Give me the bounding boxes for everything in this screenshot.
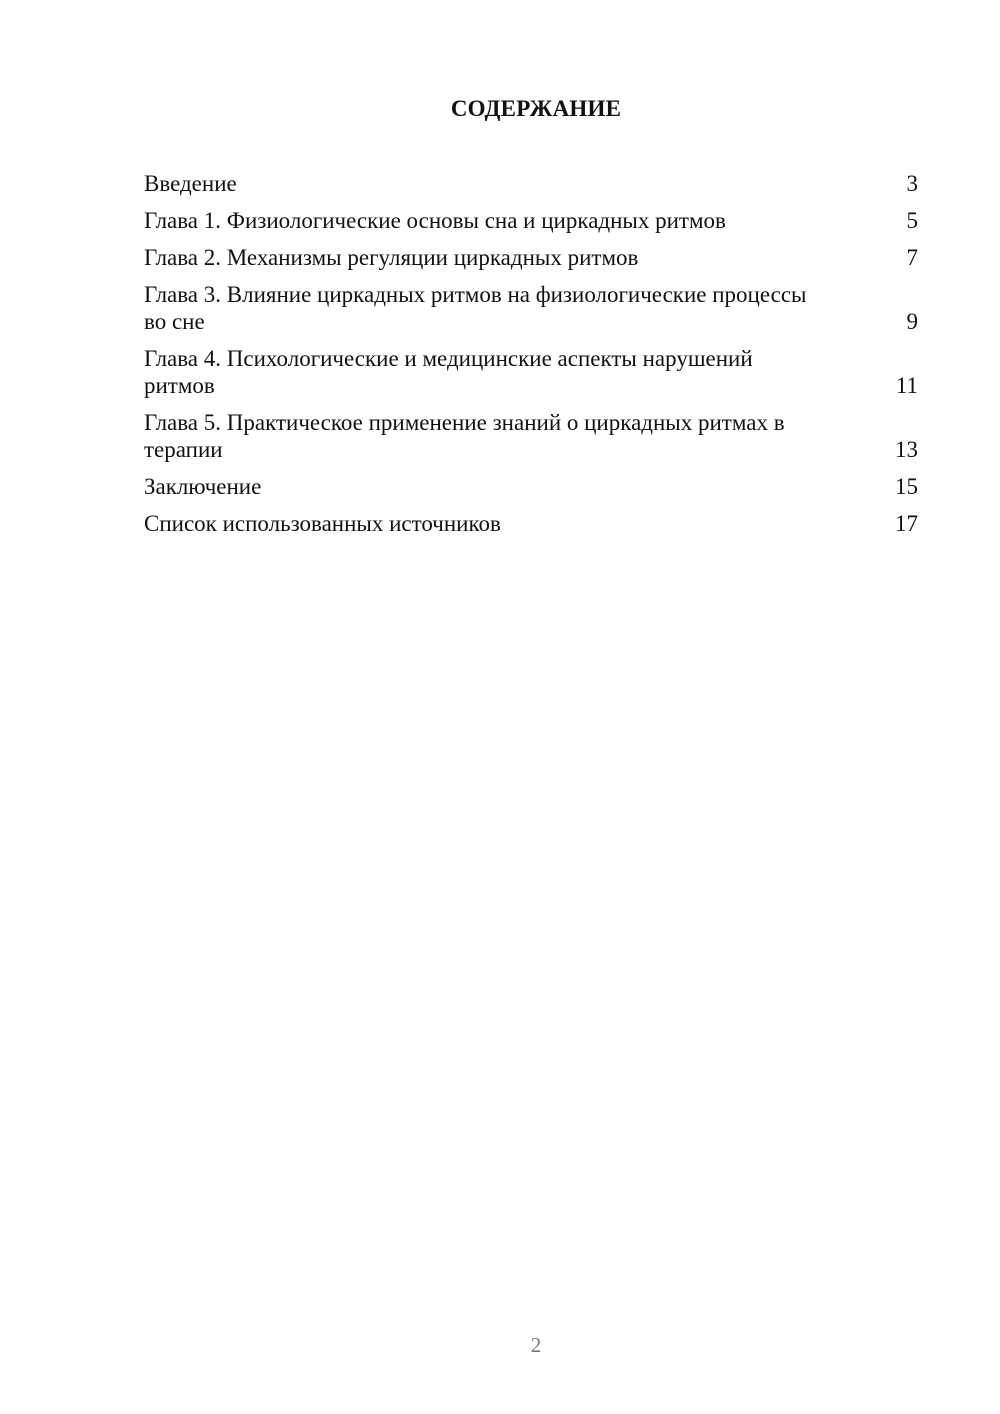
toc-entry-page: 17 — [895, 511, 918, 536]
toc-entry-page: 3 — [906, 171, 918, 196]
toc-entry-title: Глава 2. Механизмы регуляции циркадных ритмов — [144, 245, 639, 270]
toc-entry-page: 15 — [895, 474, 918, 499]
table-of-contents — [144, 170, 918, 547]
toc-entry-title: Введение — [144, 171, 237, 196]
toc-entry-page: 9 — [906, 309, 918, 334]
toc-entry-title: Глава 3. Влияние циркадных ритмов на физиологические процессы во сне — [144, 282, 807, 334]
toc-entry-page: 11 — [895, 373, 918, 398]
toc-entry-title: Список использованных источников — [144, 511, 501, 536]
toc-entry-page: 13 — [895, 437, 918, 462]
toc-entry[interactable] — [144, 409, 918, 463]
toc-entry-page: 7 — [906, 245, 918, 270]
toc-entry-page: 5 — [906, 208, 918, 233]
toc-entry[interactable] — [144, 473, 918, 500]
toc-entry-title: Глава 4. Психологические и медицинские аспекты нарушений ритмов — [144, 346, 753, 398]
page-number: 2 — [530, 1333, 542, 1357]
toc-entry-title: Глава 5. Практическое применение знаний о циркадных ритмах в терапии — [144, 410, 785, 462]
toc-entry[interactable] — [144, 170, 918, 197]
toc-entry[interactable] — [144, 207, 918, 234]
toc-entry-title: Глава 1. Физиологические основы сна и циркадных ритмов — [144, 208, 726, 233]
toc-entry[interactable] — [144, 345, 918, 399]
page-title: СОДЕРЖАНИЕ — [450, 96, 622, 121]
toc-entry[interactable] — [144, 281, 918, 335]
toc-entry[interactable] — [144, 244, 918, 271]
toc-entry[interactable] — [144, 510, 918, 537]
toc-entry-title: Заключение — [144, 474, 262, 499]
